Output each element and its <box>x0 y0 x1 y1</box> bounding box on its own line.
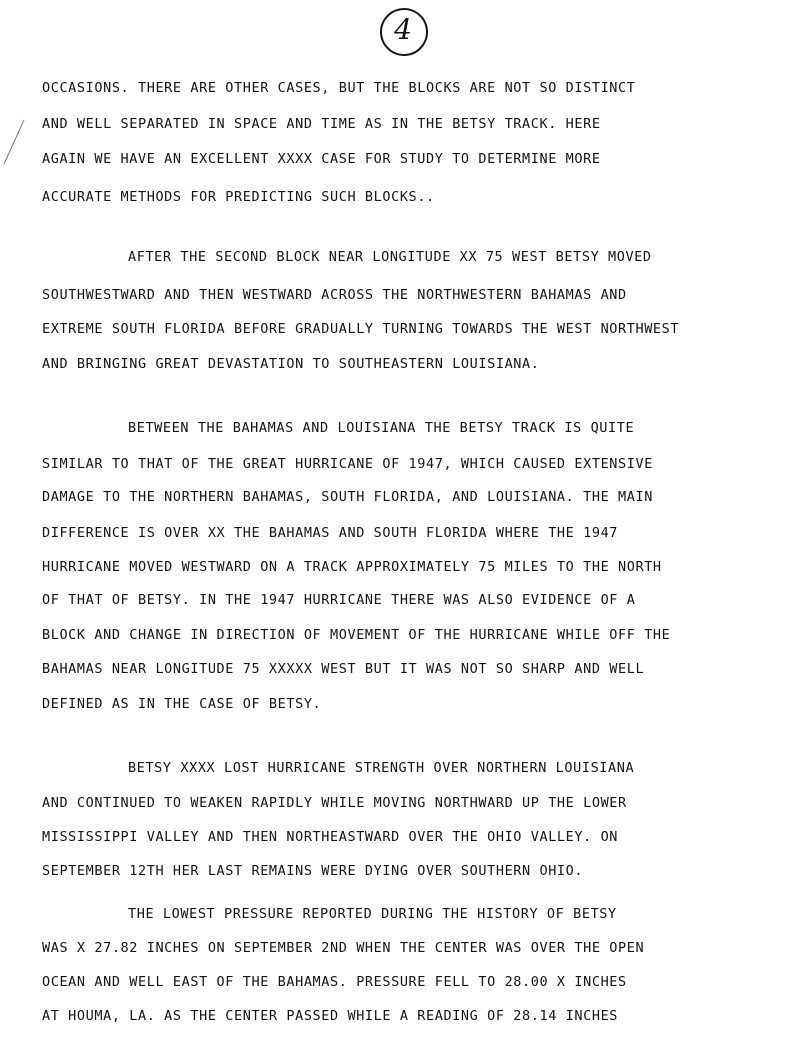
document-line: AGAIN WE HAVE AN EXCELLENT XXXX CASE FOR STUDY TO DETERMINE MORE <box>42 151 601 167</box>
document-line: SEPTEMBER 12TH HER LAST REMAINS WERE DYING OVER SOUTHERN OHIO. <box>42 863 584 879</box>
document-line: BLOCK AND CHANGE IN DIRECTION OF MOVEMENT OF THE HURRICANE WHILE OFF THE <box>42 627 671 643</box>
document-line: BETWEEN THE BAHAMAS AND LOUISIANA THE BETSY TRACK IS QUITE <box>128 420 635 436</box>
document-line: THE LOWEST PRESSURE REPORTED DURING THE HISTORY OF BETSY <box>128 906 617 922</box>
document-line: ACCURATE METHODS FOR PREDICTING SUCH BLOCKS.. <box>42 189 435 205</box>
document-line: AND CONTINUED TO WEAKEN RAPIDLY WHILE MOVING NORTHWARD UP THE LOWER <box>42 795 627 811</box>
document-line: DEFINED AS IN THE CASE OF BETSY. <box>42 696 322 712</box>
document-line: OF THAT OF BETSY. IN THE 1947 HURRICANE THERE WAS ALSO EVIDENCE OF A <box>42 592 636 608</box>
document-line: AT HOUMA, LA. AS THE CENTER PASSED WHILE A READING OF 28.14 INCHES <box>42 1008 619 1024</box>
margin-pencil-mark <box>0 118 28 168</box>
document-line: AND BRINGING GREAT DEVASTATION TO SOUTHEASTERN LOUISIANA. <box>42 356 540 372</box>
document-line: WAS X 27.82 INCHES ON SEPTEMBER 2ND WHEN THE CENTER WAS OVER THE OPEN <box>42 940 645 956</box>
document-line: HURRICANE MOVED WESTWARD ON A TRACK APPROXIMATELY 75 MILES TO THE NORTH <box>42 559 662 575</box>
document-line: BAHAMAS NEAR LONGITUDE 75 XXXXX WEST BUT IT WAS NOT SO SHARP AND WELL <box>42 661 645 677</box>
document-line: BETSY XXXX LOST HURRICANE STRENGTH OVER NORTHERN LOUISIANA <box>128 760 635 776</box>
document-line: SOUTHWESTWARD AND THEN WESTWARD ACROSS THE NORTHWESTERN BAHAMAS AND <box>42 287 627 303</box>
document-line: MISSISSIPPI VALLEY AND THEN NORTHEASTWARD OVER THE OHIO VALLEY. ON <box>42 829 619 845</box>
document-line: DAMAGE TO THE NORTHERN BAHAMAS, SOUTH FLORIDA, AND LOUISIANA. THE MAIN <box>42 489 653 505</box>
document-line: AND WELL SEPARATED IN SPACE AND TIME AS IN THE BETSY TRACK. HERE <box>42 116 601 132</box>
document-line: SIMILAR TO THAT OF THE GREAT HURRICANE OF 1947, WHICH CAUSED EXTENSIVE <box>42 456 653 472</box>
document-line: EXTREME SOUTH FLORIDA BEFORE GRADUALLY TURNING TOWARDS THE WEST NORTHWEST <box>42 321 680 337</box>
document-line: OCEAN AND WELL EAST OF THE BAHAMAS. PRESSURE FELL TO 28.00 X INCHES <box>42 974 627 990</box>
page-number: 4 <box>394 13 412 46</box>
document-line: AFTER THE SECOND BLOCK NEAR LONGITUDE XX 75 WEST BETSY MOVED <box>128 249 652 265</box>
document-line: OCCASIONS. THERE ARE OTHER CASES, BUT THE BLOCKS ARE NOT SO DISTINCT <box>42 80 636 96</box>
document-line: DIFFERENCE IS OVER XX THE BAHAMAS AND SOUTH FLORIDA WHERE THE 1947 <box>42 525 619 541</box>
